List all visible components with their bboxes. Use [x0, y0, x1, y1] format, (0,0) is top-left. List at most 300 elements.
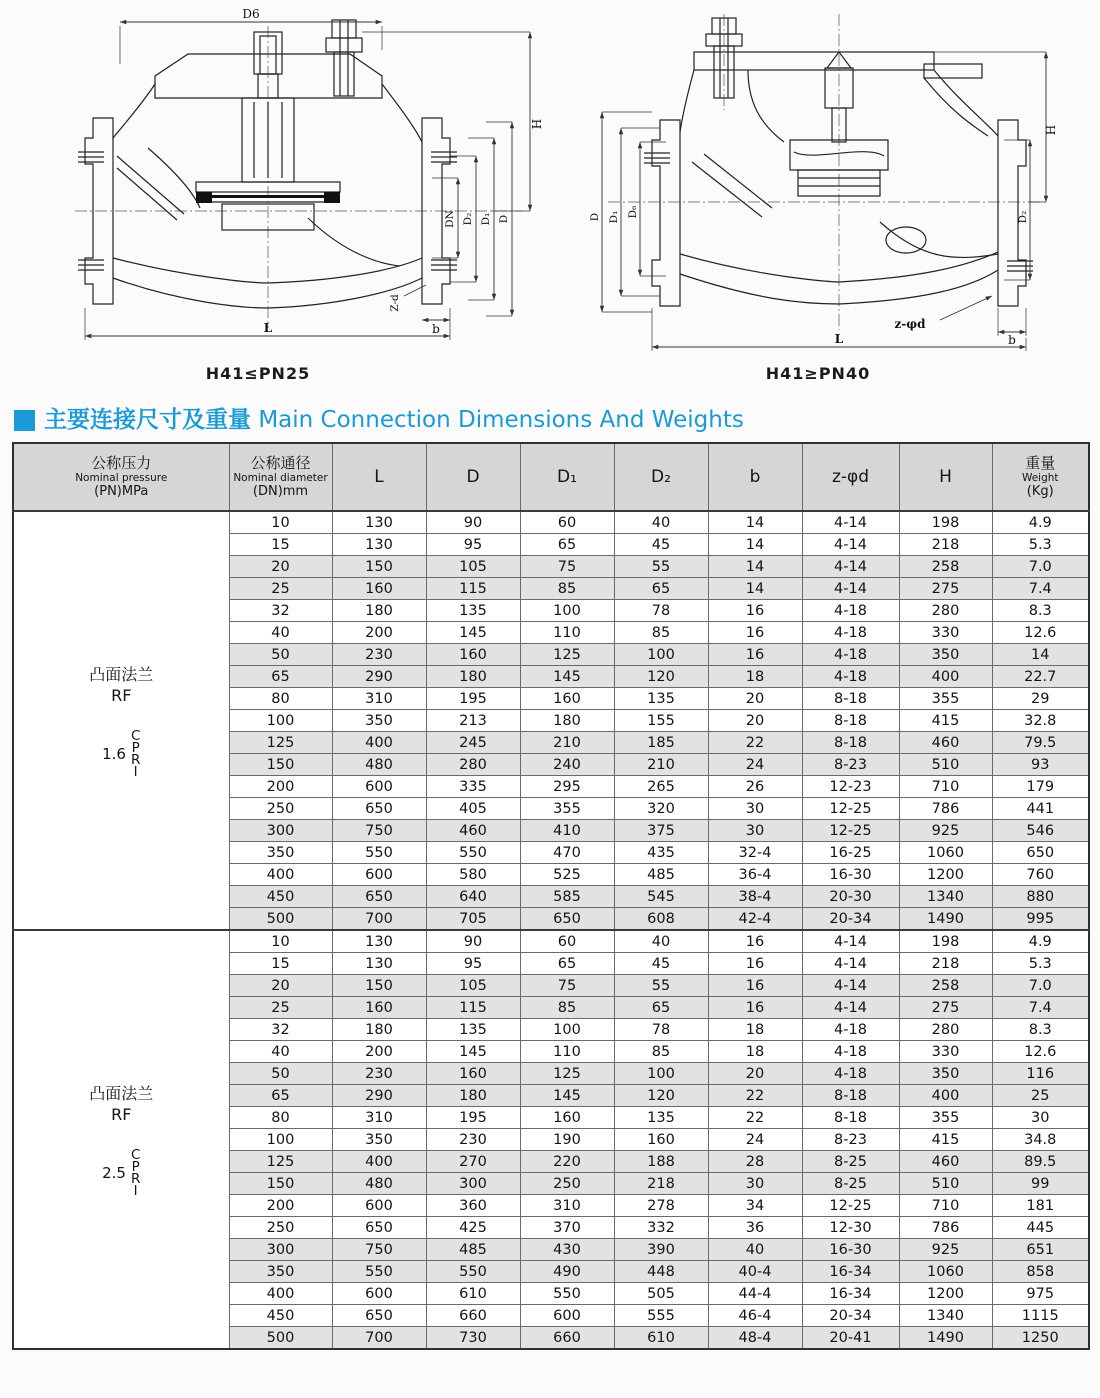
- cell-dn: 80: [229, 688, 332, 710]
- cell-h: 415: [899, 1129, 992, 1151]
- cell-d2: 448: [614, 1261, 708, 1283]
- cell-d1: 600: [520, 1305, 614, 1327]
- cell-l: 650: [332, 1217, 426, 1239]
- header-pressure-unit: (PN)MPa: [94, 484, 149, 500]
- header-weight-en: Weight: [1021, 472, 1059, 485]
- dim-label-dn: DN: [444, 210, 456, 228]
- valve-body-outline: [644, 18, 1033, 306]
- cell-dn: 20: [229, 975, 332, 997]
- dim-label-zphid: z-φd: [894, 317, 926, 331]
- cell-b: 34: [708, 1195, 802, 1217]
- cell-d1: 110: [520, 622, 614, 644]
- cell-dn: 15: [229, 953, 332, 975]
- cell-dn: 50: [229, 644, 332, 666]
- header-D2: D₂: [651, 467, 671, 488]
- cell-b: 40: [708, 1239, 802, 1261]
- cell-b: 18: [708, 1041, 802, 1063]
- header-diameter-unit: (DN)mm: [252, 484, 309, 500]
- cell-d: 195: [426, 688, 520, 710]
- cell-b: 16: [708, 975, 802, 997]
- cell-d: 300: [426, 1173, 520, 1195]
- cell-l: 650: [332, 886, 426, 908]
- cell-d: 213: [426, 710, 520, 732]
- cell-d2: 608: [614, 908, 708, 931]
- cell-d: 580: [426, 864, 520, 886]
- dimension-lines: [85, 22, 530, 340]
- cell-weight: 179: [992, 776, 1089, 798]
- dim-label-h: H: [1044, 124, 1058, 136]
- cell-dn: 100: [229, 1129, 332, 1151]
- cell-dn: 250: [229, 1217, 332, 1239]
- cell-weight: 975: [992, 1283, 1089, 1305]
- cell-weight: 441: [992, 798, 1089, 820]
- cell-l: 230: [332, 644, 426, 666]
- drawing-caption-right: H41≥PN40: [765, 364, 871, 383]
- cell-z-phid: 8-18: [802, 1107, 899, 1129]
- cell-dn: 10: [229, 930, 332, 953]
- dim-label-d6: D₆: [627, 205, 639, 219]
- cell-b: 22: [708, 1085, 802, 1107]
- cell-b: 14: [708, 578, 802, 600]
- cell-h: 460: [899, 732, 992, 754]
- cell-h: 280: [899, 600, 992, 622]
- cell-dn: 150: [229, 1173, 332, 1195]
- cell-z-phid: 4-18: [802, 1041, 899, 1063]
- dim-label-d1: D₁: [480, 212, 492, 226]
- cell-l: 130: [332, 930, 426, 953]
- cell-b: 16: [708, 930, 802, 953]
- cell-dn: 125: [229, 732, 332, 754]
- cell-weight: 8.3: [992, 1019, 1089, 1041]
- cell-l: 600: [332, 864, 426, 886]
- cell-weight: 12.6: [992, 622, 1089, 644]
- cell-d: 160: [426, 1063, 520, 1085]
- cell-z-phid: 20-30: [802, 886, 899, 908]
- cell-z-phid: 8-18: [802, 710, 899, 732]
- cell-l: 290: [332, 666, 426, 688]
- cell-d2: 78: [614, 1019, 708, 1041]
- cell-h: 1200: [899, 1283, 992, 1305]
- cell-z-phid: 12-30: [802, 1217, 899, 1239]
- cell-d: 425: [426, 1217, 520, 1239]
- cell-l: 290: [332, 1085, 426, 1107]
- cell-weight: 32.8: [992, 710, 1089, 732]
- cell-z-phid: 8-18: [802, 732, 899, 754]
- cell-h: 460: [899, 1151, 992, 1173]
- cell-dn: 50: [229, 1063, 332, 1085]
- cell-d1: 125: [520, 1063, 614, 1085]
- cell-weight: 651: [992, 1239, 1089, 1261]
- cell-l: 400: [332, 1151, 426, 1173]
- cell-d2: 390: [614, 1239, 708, 1261]
- cell-weight: 99: [992, 1173, 1089, 1195]
- cell-d: 105: [426, 556, 520, 578]
- cell-weight: 79.5: [992, 732, 1089, 754]
- header-L: L: [374, 467, 384, 488]
- cell-h: 330: [899, 622, 992, 644]
- col-header-L: [332, 443, 426, 511]
- cell-d: 485: [426, 1239, 520, 1261]
- cell-d: 270: [426, 1151, 520, 1173]
- cell-b: 22: [708, 1107, 802, 1129]
- cell-d: 730: [426, 1327, 520, 1350]
- cell-b: 44-4: [708, 1283, 802, 1305]
- cell-d1: 65: [520, 534, 614, 556]
- cell-z-phid: 4-18: [802, 666, 899, 688]
- cell-d: 90: [426, 930, 520, 953]
- cell-d1: 430: [520, 1239, 614, 1261]
- cell-d1: 145: [520, 666, 614, 688]
- cell-weight: 14: [992, 644, 1089, 666]
- cell-d2: 555: [614, 1305, 708, 1327]
- cell-d2: 160: [614, 1129, 708, 1151]
- cell-weight: 880: [992, 886, 1089, 908]
- col-header-diameter: [229, 443, 332, 511]
- cell-h: 350: [899, 1063, 992, 1085]
- cell-h: 786: [899, 798, 992, 820]
- cell-d: 405: [426, 798, 520, 820]
- cell-l: 650: [332, 1305, 426, 1327]
- cell-d: 280: [426, 754, 520, 776]
- cell-l: 600: [332, 776, 426, 798]
- cell-h: 400: [899, 1085, 992, 1107]
- cell-l: 650: [332, 798, 426, 820]
- cell-d: 160: [426, 644, 520, 666]
- cell-l: 550: [332, 842, 426, 864]
- cell-dn: 300: [229, 820, 332, 842]
- cell-d2: 375: [614, 820, 708, 842]
- cell-weight: 181: [992, 1195, 1089, 1217]
- cell-d1: 180: [520, 710, 614, 732]
- table-row: [13, 511, 1089, 534]
- cell-b: 14: [708, 534, 802, 556]
- cell-d2: 185: [614, 732, 708, 754]
- cell-d: 145: [426, 622, 520, 644]
- header-D1: D₁: [557, 467, 577, 488]
- cell-d1: 370: [520, 1217, 614, 1239]
- section-title-en: Main Connection Dimensions And Weights: [258, 407, 744, 433]
- cell-d2: 78: [614, 600, 708, 622]
- cell-weight: 93: [992, 754, 1089, 776]
- cell-weight: 7.4: [992, 578, 1089, 600]
- cell-l: 130: [332, 953, 426, 975]
- cell-h: 280: [899, 1019, 992, 1041]
- header-weight-unit: (Kg): [1026, 484, 1054, 500]
- cell-d: 360: [426, 1195, 520, 1217]
- col-header-b: [708, 443, 802, 511]
- cell-b: 14: [708, 556, 802, 578]
- cell-dn: 450: [229, 886, 332, 908]
- cell-d2: 320: [614, 798, 708, 820]
- valve-drawings-area: [0, 0, 1100, 402]
- dim-label-l: L: [834, 332, 844, 346]
- table-row: [13, 930, 1089, 953]
- cell-z-phid: 8-23: [802, 1129, 899, 1151]
- cell-dn: 80: [229, 1107, 332, 1129]
- cell-weight: 5.3: [992, 534, 1089, 556]
- cell-l: 130: [332, 511, 426, 534]
- cell-weight: 995: [992, 908, 1089, 931]
- cell-h: 925: [899, 820, 992, 842]
- cell-weight: 546: [992, 820, 1089, 842]
- cell-b: 14: [708, 511, 802, 534]
- cell-d: 145: [426, 1041, 520, 1063]
- cell-d2: 100: [614, 1063, 708, 1085]
- cell-l: 310: [332, 1107, 426, 1129]
- cell-d1: 660: [520, 1327, 614, 1350]
- dim-label-d2: D₂: [462, 212, 474, 226]
- cell-weight: 30: [992, 1107, 1089, 1129]
- cell-dn: 450: [229, 1305, 332, 1327]
- cell-weight: 25: [992, 1085, 1089, 1107]
- cell-dn: 500: [229, 908, 332, 931]
- cell-d1: 295: [520, 776, 614, 798]
- cell-d1: 100: [520, 1019, 614, 1041]
- cell-z-phid: 4-18: [802, 1063, 899, 1085]
- cell-l: 130: [332, 534, 426, 556]
- cell-h: 350: [899, 644, 992, 666]
- cell-dn: 100: [229, 710, 332, 732]
- cell-b: 18: [708, 1019, 802, 1041]
- cell-l: 180: [332, 600, 426, 622]
- cell-h: 258: [899, 556, 992, 578]
- cell-d2: 85: [614, 1041, 708, 1063]
- cell-d1: 410: [520, 820, 614, 842]
- dimensions-table-body: [13, 511, 1089, 1349]
- cell-d: 460: [426, 820, 520, 842]
- dim-label-d6: D6: [242, 7, 260, 21]
- cell-d1: 220: [520, 1151, 614, 1173]
- cell-l: 200: [332, 1041, 426, 1063]
- cell-d2: 40: [614, 930, 708, 953]
- cell-b: 30: [708, 1173, 802, 1195]
- cell-dn: 350: [229, 1261, 332, 1283]
- cell-b: 24: [708, 1129, 802, 1151]
- cell-d1: 190: [520, 1129, 614, 1151]
- cell-d: 550: [426, 842, 520, 864]
- cell-weight: 29: [992, 688, 1089, 710]
- cell-d2: 100: [614, 644, 708, 666]
- cell-d2: 65: [614, 997, 708, 1019]
- cell-h: 510: [899, 1173, 992, 1195]
- cell-z-phid: 8-25: [802, 1173, 899, 1195]
- cell-z-phid: 16-25: [802, 842, 899, 864]
- dim-label-b: b: [1008, 333, 1016, 347]
- cell-d1: 585: [520, 886, 614, 908]
- header-z-phi-d: z-φd: [831, 467, 870, 488]
- cell-b: 30: [708, 798, 802, 820]
- cell-weight: 116: [992, 1063, 1089, 1085]
- cell-z-phid: 8-18: [802, 1085, 899, 1107]
- cell-l: 160: [332, 997, 426, 1019]
- cell-d: 95: [426, 953, 520, 975]
- cell-dn: 32: [229, 1019, 332, 1041]
- cell-d1: 210: [520, 732, 614, 754]
- cell-d1: 60: [520, 511, 614, 534]
- col-header-D1: [520, 443, 614, 511]
- cell-h: 355: [899, 688, 992, 710]
- cell-h: 415: [899, 710, 992, 732]
- col-header-D2: [614, 443, 708, 511]
- valve-body-outline: [78, 20, 457, 308]
- cell-dn: 350: [229, 842, 332, 864]
- cell-d: 610: [426, 1283, 520, 1305]
- cell-h: 198: [899, 511, 992, 534]
- cell-d1: 125: [520, 644, 614, 666]
- cell-d1: 145: [520, 1085, 614, 1107]
- cell-weight: 1115: [992, 1305, 1089, 1327]
- cell-d1: 550: [520, 1283, 614, 1305]
- col-header-H: [899, 443, 992, 511]
- cell-l: 480: [332, 754, 426, 776]
- header-diameter-zh: 公称通径: [250, 454, 311, 473]
- valve-drawing-pn25: [60, 6, 560, 364]
- cell-z-phid: 4-18: [802, 1019, 899, 1041]
- header-pressure-zh: 公称压力: [91, 454, 152, 473]
- dim-label-d1: D₁: [608, 210, 620, 224]
- cell-weight: 4.9: [992, 511, 1089, 534]
- cell-dn: 125: [229, 1151, 332, 1173]
- cell-z-phid: 12-23: [802, 776, 899, 798]
- cell-weight: 4.9: [992, 930, 1089, 953]
- cell-h: 710: [899, 776, 992, 798]
- cell-d: 660: [426, 1305, 520, 1327]
- cell-z-phid: 8-18: [802, 688, 899, 710]
- cell-d1: 65: [520, 953, 614, 975]
- flange-type-label: 凸面法兰 RF: [89, 664, 154, 705]
- dim-label-h: H: [530, 118, 544, 130]
- cell-b: 28: [708, 1151, 802, 1173]
- cell-z-phid: 4-18: [802, 600, 899, 622]
- cell-l: 150: [332, 975, 426, 997]
- pressure-rating: 1.6 C P R I: [102, 727, 141, 780]
- cell-weight: 445: [992, 1217, 1089, 1239]
- cell-h: 1200: [899, 864, 992, 886]
- cell-dn: 65: [229, 1085, 332, 1107]
- cell-d1: 250: [520, 1173, 614, 1195]
- cell-z-phid: 4-14: [802, 997, 899, 1019]
- cell-d1: 490: [520, 1261, 614, 1283]
- cell-dn: 20: [229, 556, 332, 578]
- cell-z-phid: 20-34: [802, 1305, 899, 1327]
- cell-weight: 650: [992, 842, 1089, 864]
- cell-weight: 7.0: [992, 975, 1089, 997]
- col-header-D: [426, 443, 520, 511]
- cell-z-phid: 16-30: [802, 1239, 899, 1261]
- cell-d1: 650: [520, 908, 614, 931]
- col-header-pressure: [13, 443, 229, 511]
- cell-b: 20: [708, 1063, 802, 1085]
- cell-weight: 8.3: [992, 600, 1089, 622]
- header-pressure-en: Nominal pressure: [75, 472, 168, 485]
- pressure-rating: 2.5 C P R I: [102, 1146, 141, 1199]
- dim-label-d2: D₂: [1017, 210, 1029, 224]
- cell-b: 42-4: [708, 908, 802, 931]
- cell-h: 510: [899, 754, 992, 776]
- cell-h: 258: [899, 975, 992, 997]
- cell-d2: 45: [614, 534, 708, 556]
- cell-d2: 120: [614, 666, 708, 688]
- cell-l: 480: [332, 1173, 426, 1195]
- cell-d2: 188: [614, 1151, 708, 1173]
- header-H: H: [939, 467, 952, 488]
- cell-h: 786: [899, 1217, 992, 1239]
- col-header-z-phi-d: [802, 443, 899, 511]
- cell-b: 20: [708, 710, 802, 732]
- cell-d2: 65: [614, 578, 708, 600]
- cell-b: 22: [708, 732, 802, 754]
- cell-dn: 40: [229, 622, 332, 644]
- cell-weight: 1250: [992, 1327, 1089, 1350]
- cell-z-phid: 4-14: [802, 578, 899, 600]
- cell-h: 1060: [899, 842, 992, 864]
- cell-b: 30: [708, 820, 802, 842]
- cell-z-phid: 16-30: [802, 864, 899, 886]
- cell-b: 26: [708, 776, 802, 798]
- cell-z-phid: 4-14: [802, 975, 899, 997]
- cell-l: 550: [332, 1261, 426, 1283]
- cell-h: 1340: [899, 1305, 992, 1327]
- cell-l: 700: [332, 908, 426, 931]
- cell-z-phid: 4-14: [802, 534, 899, 556]
- cell-d: 115: [426, 578, 520, 600]
- cell-d1: 85: [520, 997, 614, 1019]
- cell-h: 925: [899, 1239, 992, 1261]
- cell-dn: 400: [229, 864, 332, 886]
- cell-l: 350: [332, 1129, 426, 1151]
- cell-b: 16: [708, 644, 802, 666]
- cell-d1: 470: [520, 842, 614, 864]
- cell-d: 705: [426, 908, 520, 931]
- header-b: b: [749, 467, 761, 488]
- cell-weight: 5.3: [992, 953, 1089, 975]
- cell-d: 180: [426, 666, 520, 688]
- dim-label-b: b: [432, 322, 440, 336]
- cell-b: 16: [708, 600, 802, 622]
- cell-dn: 25: [229, 997, 332, 1019]
- header-D: D: [466, 467, 480, 488]
- cell-dn: 10: [229, 511, 332, 534]
- dimensions-table: [12, 442, 1090, 1350]
- cell-h: 218: [899, 534, 992, 556]
- cell-weight: 7.4: [992, 997, 1089, 1019]
- cell-b: 40-4: [708, 1261, 802, 1283]
- table-header-row: [13, 443, 1089, 511]
- cell-d2: 135: [614, 688, 708, 710]
- cell-l: 750: [332, 1239, 426, 1261]
- cell-dn: 40: [229, 1041, 332, 1063]
- cell-z-phid: 4-14: [802, 953, 899, 975]
- cell-d: 135: [426, 1019, 520, 1041]
- dim-label-l: L: [263, 321, 273, 335]
- cell-b: 18: [708, 666, 802, 688]
- cell-z-phid: 20-41: [802, 1327, 899, 1350]
- cell-z-phid: 4-18: [802, 644, 899, 666]
- cell-z-phid: 4-18: [802, 622, 899, 644]
- header-weight-zh: 重量: [1025, 454, 1056, 473]
- cell-d1: 110: [520, 1041, 614, 1063]
- cell-z-phid: 16-34: [802, 1283, 899, 1305]
- cell-d: 95: [426, 534, 520, 556]
- cell-d2: 435: [614, 842, 708, 864]
- cell-z-phid: 16-34: [802, 1261, 899, 1283]
- cell-d1: 75: [520, 975, 614, 997]
- cell-l: 750: [332, 820, 426, 842]
- cell-l: 400: [332, 732, 426, 754]
- cell-l: 180: [332, 1019, 426, 1041]
- cell-weight: 12.6: [992, 1041, 1089, 1063]
- cell-d2: 40: [614, 511, 708, 534]
